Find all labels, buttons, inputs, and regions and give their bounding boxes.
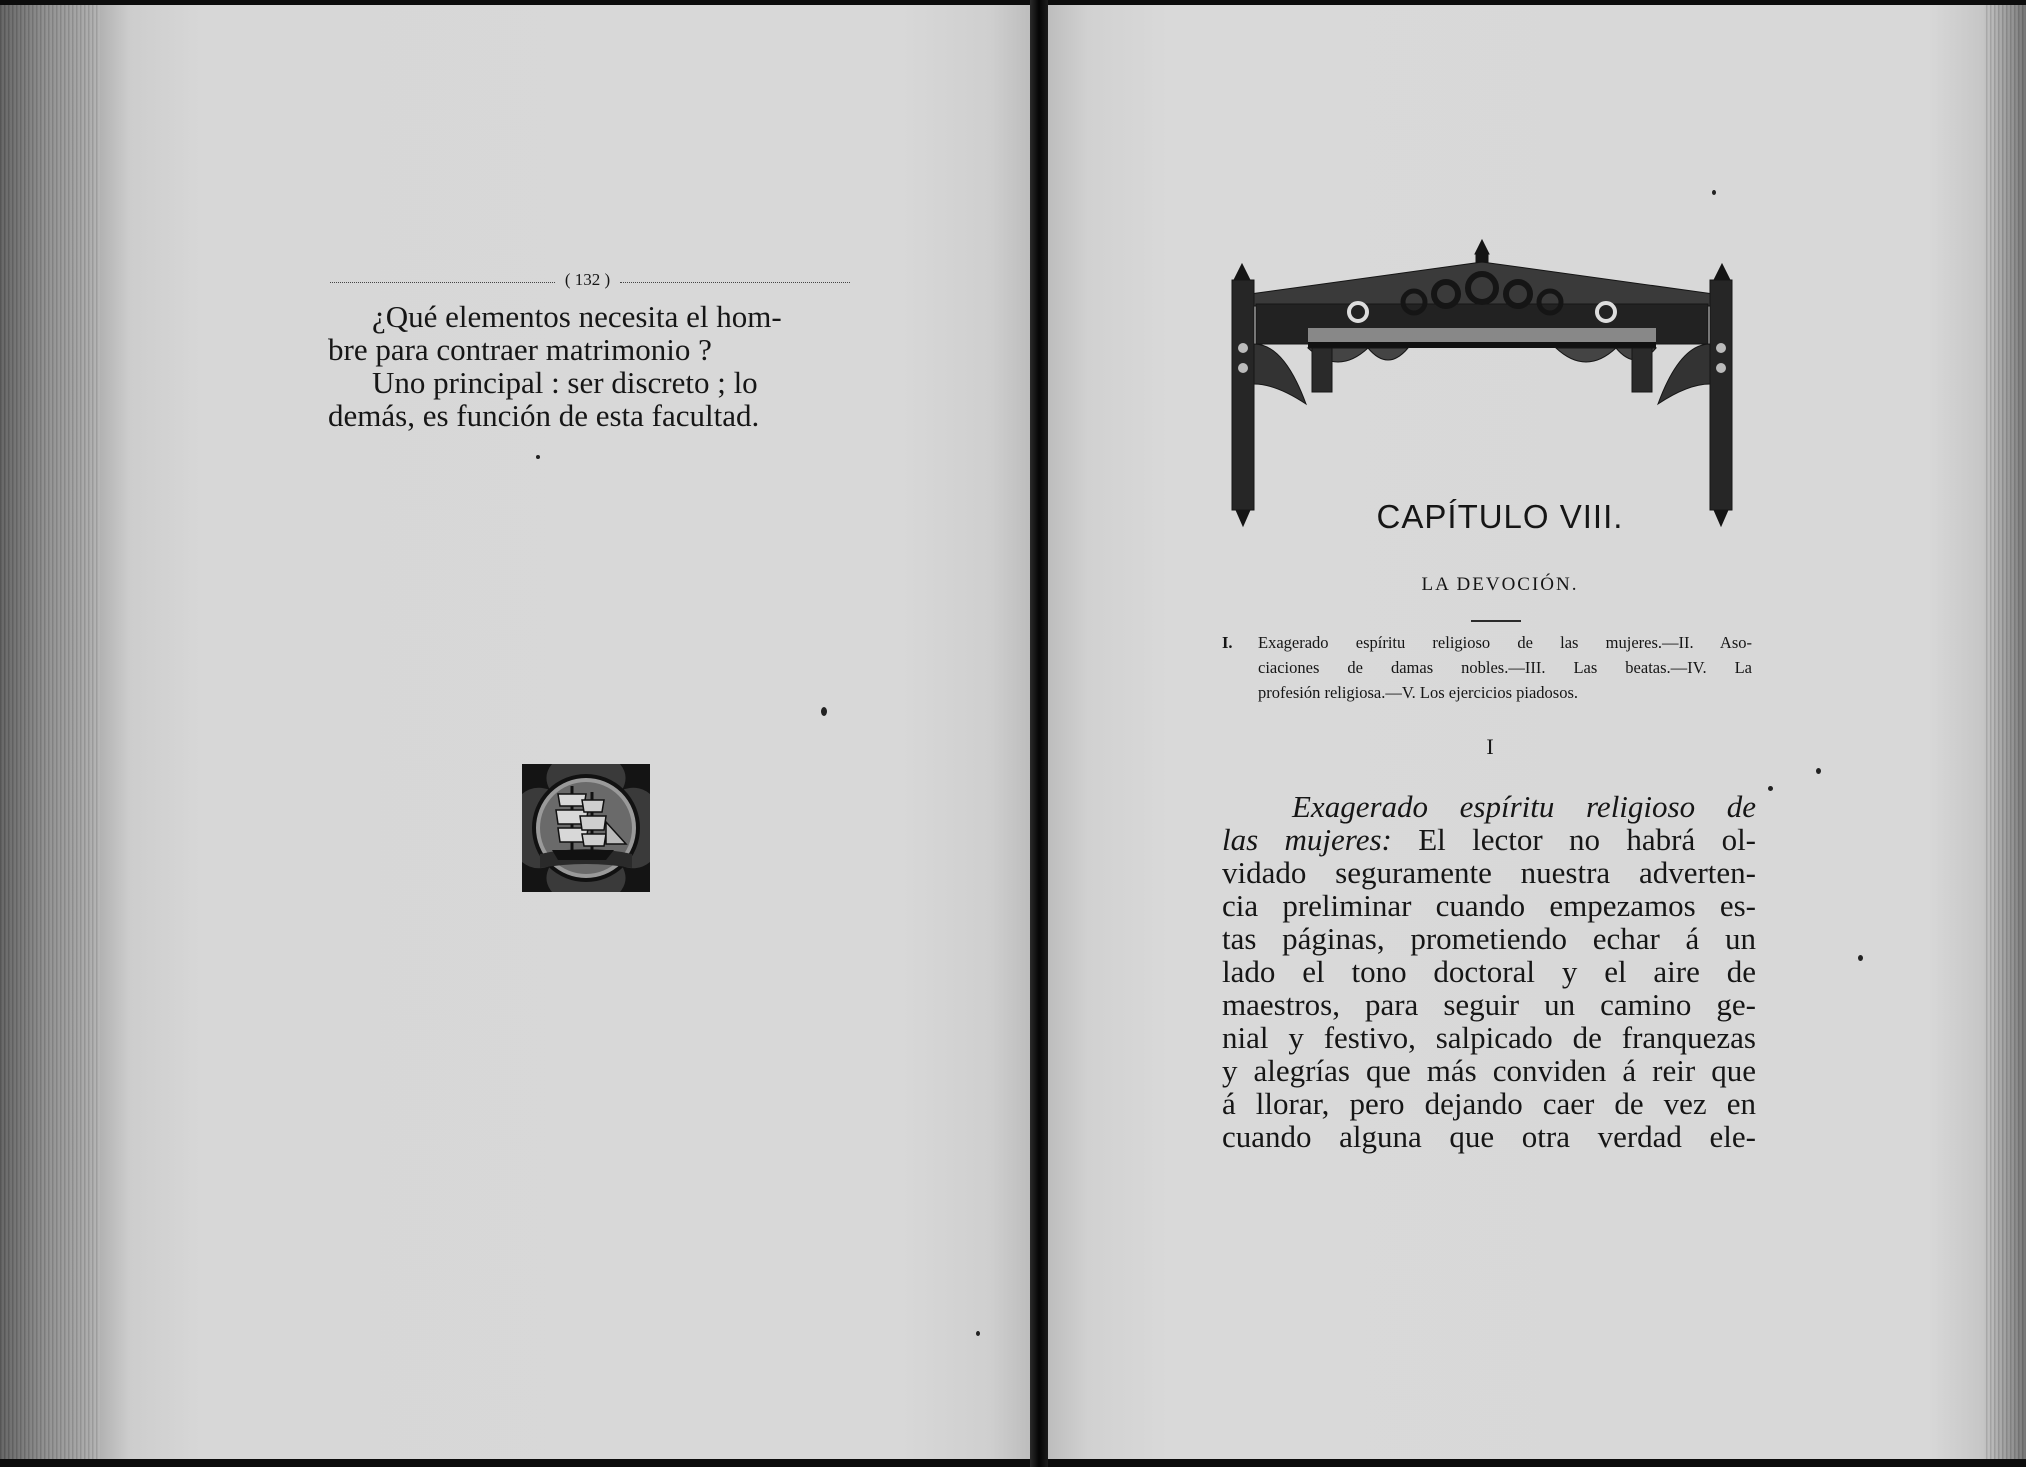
paper-speck xyxy=(1816,768,1821,774)
body-line xyxy=(1222,823,1756,856)
ship-vignette-icon xyxy=(520,762,652,894)
left-page xyxy=(0,5,1030,1459)
running-head xyxy=(330,270,850,294)
question-line-1: ¿Qué elementos necesita el hom- xyxy=(372,299,782,334)
page-number: ( 132 ) xyxy=(564,270,611,289)
running-head-rule-right xyxy=(620,282,850,283)
paper-speck xyxy=(821,707,827,716)
paper-speck xyxy=(1858,955,1863,961)
running-head-rule-left xyxy=(330,282,555,283)
body-line: maestros, para seguir un camino ge- xyxy=(1222,987,1756,1022)
page-edge-left xyxy=(0,5,100,1459)
summary-number: I. xyxy=(1222,633,1233,652)
paper-speck xyxy=(1768,786,1773,791)
question-line-2: bre para contraer matrimonio ? xyxy=(328,332,712,367)
subtitle-rule xyxy=(1471,620,1521,622)
body-line: vidado seguramente nuestra adverten- xyxy=(1222,855,1756,890)
body-line xyxy=(1222,790,1756,823)
right-page xyxy=(1048,5,2026,1459)
summary-line: Exagerado espíritu religioso de las mujeres.—II. Aso- xyxy=(1258,633,1752,652)
chapter-title: CAPÍTULO VIII. xyxy=(1376,498,1624,535)
body-line: nial y festivo, salpicado de franquezas xyxy=(1222,1020,1756,1055)
body-lead-italic-1: Exagerado espíritu religioso de xyxy=(1292,789,1756,824)
left-page-text xyxy=(328,300,858,432)
paper-speck xyxy=(976,1331,980,1336)
page-edge-right xyxy=(1986,5,2026,1459)
body-line: cuando alguna que otra verdad ele- xyxy=(1222,1119,1756,1154)
body-line: y alegrías que más conviden á reir que xyxy=(1222,1053,1756,1088)
chapter-subtitle: LA DEVOCIÓN. xyxy=(1421,574,1579,595)
book-gutter xyxy=(1030,0,1048,1467)
body-line: lado el tono doctoral y el aire de xyxy=(1222,954,1756,989)
body-lead-italic-2: las mujeres: xyxy=(1222,822,1392,857)
paper-speck xyxy=(536,455,540,459)
paper-speck xyxy=(1712,190,1716,195)
section-numeral: I xyxy=(1486,734,1494,759)
chapter-summary xyxy=(1222,630,1752,705)
answer-line-2: demás, es función de esta facultad. xyxy=(328,398,760,433)
answer-line-1: Uno principal : ser discreto ; lo xyxy=(372,365,758,400)
body-lead-rest: El lector no habrá ol- xyxy=(1418,822,1757,857)
body-line: cia preliminar cuando empezamos es- xyxy=(1222,888,1756,923)
body-line: á llorar, pero dejando caer de vez en xyxy=(1222,1086,1756,1121)
chapter-body-text xyxy=(1222,790,1756,1153)
body-line: tas páginas, prometiendo echar á un xyxy=(1222,921,1756,956)
summary-line: ciaciones de damas nobles.—III. Las beatas.—IV. La xyxy=(1258,658,1752,677)
summary-line: profesión religiosa.—V. Los ejercicios piadosos. xyxy=(1258,683,1579,702)
